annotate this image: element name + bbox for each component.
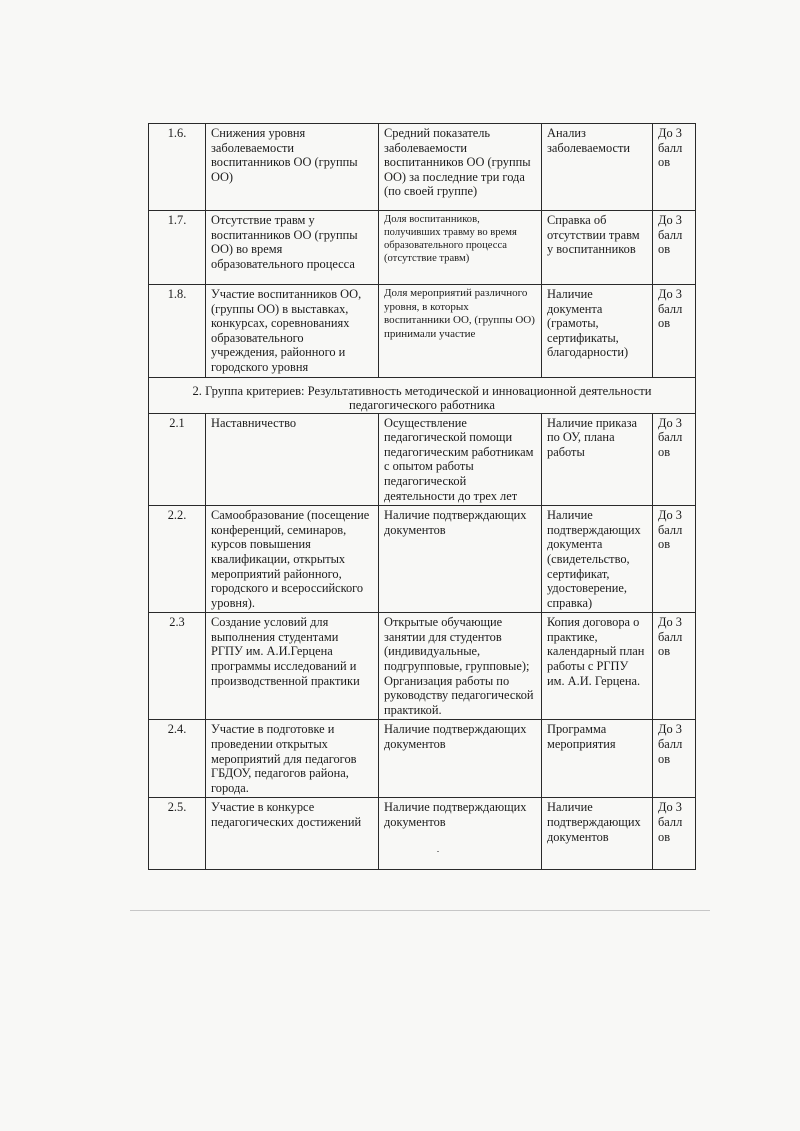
table-row — [149, 613, 696, 720]
points-text: До 3 баллов — [658, 415, 683, 459]
evidence-cell: Копия договора о практике, календарный план работы с РГПУ им. А.И. Герцена. — [542, 613, 653, 720]
evidence-cell: Программа мероприятия — [542, 720, 653, 798]
row-number: 2.2. — [149, 506, 206, 613]
scan-speck — [437, 851, 439, 852]
page-edge-line — [130, 910, 710, 911]
points-cell — [653, 506, 696, 613]
row-number: 2.5. — [149, 798, 206, 870]
indicator-cell: Осуществление педагогической помощи педагогическим работникам с опытом работы педагогической деятельности до трех лет — [379, 413, 542, 506]
indicator-cell: Доля мероприятий различного уровня, в которых воспитанники ОО, (группы ОО) принимали участие — [379, 285, 542, 378]
row-number: 2.3 — [149, 613, 206, 720]
evidence-cell: Наличие приказа по ОУ, плана работы — [542, 413, 653, 506]
indicator-cell: Наличие подтверждающих документов — [379, 720, 542, 798]
row-number: 2.1 — [149, 413, 206, 506]
criterion-cell: Отсутствие травм у воспитанников ОО (группы ОО) во время образовательного процесса — [206, 211, 379, 285]
criterion-cell: Снижения уровня заболеваемости воспитанников ОО (группы ОО) — [206, 124, 379, 211]
table-row — [149, 413, 696, 506]
points-cell — [653, 211, 696, 285]
criterion-cell: Наставничество — [206, 413, 379, 506]
table-row — [149, 720, 696, 798]
row-number: 1.7. — [149, 211, 206, 285]
points-text: До 3 баллов — [658, 722, 683, 766]
row-number: 2.4. — [149, 720, 206, 798]
group-header-row — [149, 377, 696, 413]
criteria-table — [148, 123, 696, 870]
row-number: 1.6. — [149, 124, 206, 211]
points-text: До 3 баллов — [658, 126, 683, 170]
points-text: До 3 баллов — [658, 800, 683, 844]
table-row — [149, 798, 696, 870]
table-row — [149, 211, 696, 285]
points-text: До 3 баллов — [658, 615, 683, 659]
points-text: До 3 баллов — [658, 287, 683, 331]
indicator-cell: Открытые обучающие занятии для студентов (индивидуальные, подгрупповые, групповые); Организация работы по руководству педагогической практикой. — [379, 613, 542, 720]
row-number: 1.8. — [149, 285, 206, 378]
criterion-cell: Самообразование (посещение конференций, семинаров, курсов повышения квалификации, открытых мероприятий районного, городского и всероссийского уровня). — [206, 506, 379, 613]
table-row — [149, 124, 696, 211]
points-text: До 3 баллов — [658, 213, 683, 257]
evidence-cell: Наличие подтверждающих документов — [542, 798, 653, 870]
indicator-cell: Средний показатель заболеваемости воспитанников ОО (группы ОО) за последние три года (по своей группе) — [379, 124, 542, 211]
indicator-cell: Наличие подтверждающих документов — [379, 798, 542, 870]
points-cell — [653, 613, 696, 720]
points-cell — [653, 413, 696, 506]
group-title: 2. Группа критериев: Результативность методической и инновационной деятельности педагогического работника — [149, 377, 696, 413]
evidence-cell: Наличие подтверждающих документа (свидетельство, сертификат, удостоверение, справка) — [542, 506, 653, 613]
points-cell — [653, 720, 696, 798]
points-cell — [653, 285, 696, 378]
points-text: До 3 баллов — [658, 508, 683, 552]
evidence-cell: Наличие документа (грамоты, сертификаты, благодарности) — [542, 285, 653, 378]
indicator-cell: Наличие подтверждающих документов — [379, 506, 542, 613]
table-row — [149, 285, 696, 378]
evidence-cell: Справка об отсутствии травм у воспитанников — [542, 211, 653, 285]
criterion-cell: Создание условий для выполнения студентами РГПУ им. А.И.Герцена программы исследований и производственной практики — [206, 613, 379, 720]
table-row — [149, 506, 696, 613]
criterion-cell: Участие воспитанников ОО, (группы ОО) в выставках, конкурсах, соревнованиях образовательного учреждения, районного и городского уровня — [206, 285, 379, 378]
criterion-cell: Участие в конкурсе педагогических достижений — [206, 798, 379, 870]
points-cell — [653, 124, 696, 211]
indicator-cell: Доля воспитанников, получивших травму во время образовательного процесса (отсутствие травм) — [379, 211, 542, 285]
points-cell — [653, 798, 696, 870]
criterion-cell: Участие в подготовке и проведении открытых мероприятий для педагогов ГБДОУ, педагогов района, города. — [206, 720, 379, 798]
evidence-cell: Анализ заболеваемости — [542, 124, 653, 211]
